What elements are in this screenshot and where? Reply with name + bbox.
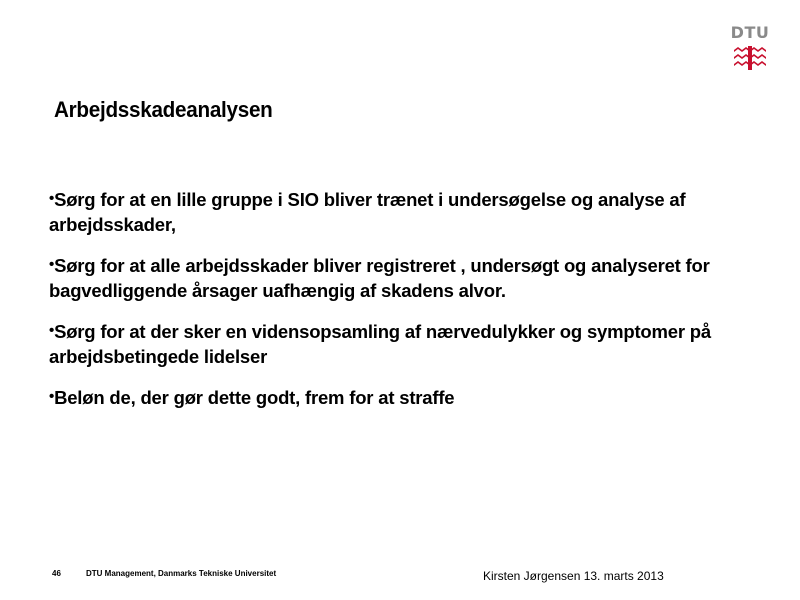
page-number: 46 [52,569,61,578]
bullet-list [49,186,749,425]
slide-title: Arbejdsskadeanalysen [54,97,273,122]
dtu-logo-text: DTU [730,23,770,42]
dtu-logo [730,24,770,72]
bullet-text: Sørg for at alle arbejdsskader bliver registreret , undersøgt og analyseret for bagvedliggende årsager uafhængig af skadens alvor. [49,255,710,301]
bullet-symbol: • [49,322,55,339]
bullet-symbol: • [49,256,55,273]
bullet-text: Beløn de, der gør dette godt, frem for at straffe [54,387,455,408]
bullet-item [49,186,749,237]
bullet-text: Sørg for at en lille gruppe i SIO bliver trænet i undersøgelse og analyse af arbejdsskader, [49,189,686,235]
bullet-symbol: • [49,388,55,405]
bullet-item [49,384,749,410]
bullet-item [49,252,749,303]
bullet-text: Sørg for at der sker en vidensopsamling af nærvedulykker og symptomer på arbejdsbetingede lidelser [49,321,712,367]
dtu-logo-mark-icon [734,46,766,70]
footer-author-date: Kirsten Jørgensen 13. marts 2013 [483,569,664,583]
bullet-item [49,318,749,369]
bullet-symbol: • [49,190,55,207]
footer-organization: DTU Management, Danmarks Tekniske Universitet [86,569,277,578]
